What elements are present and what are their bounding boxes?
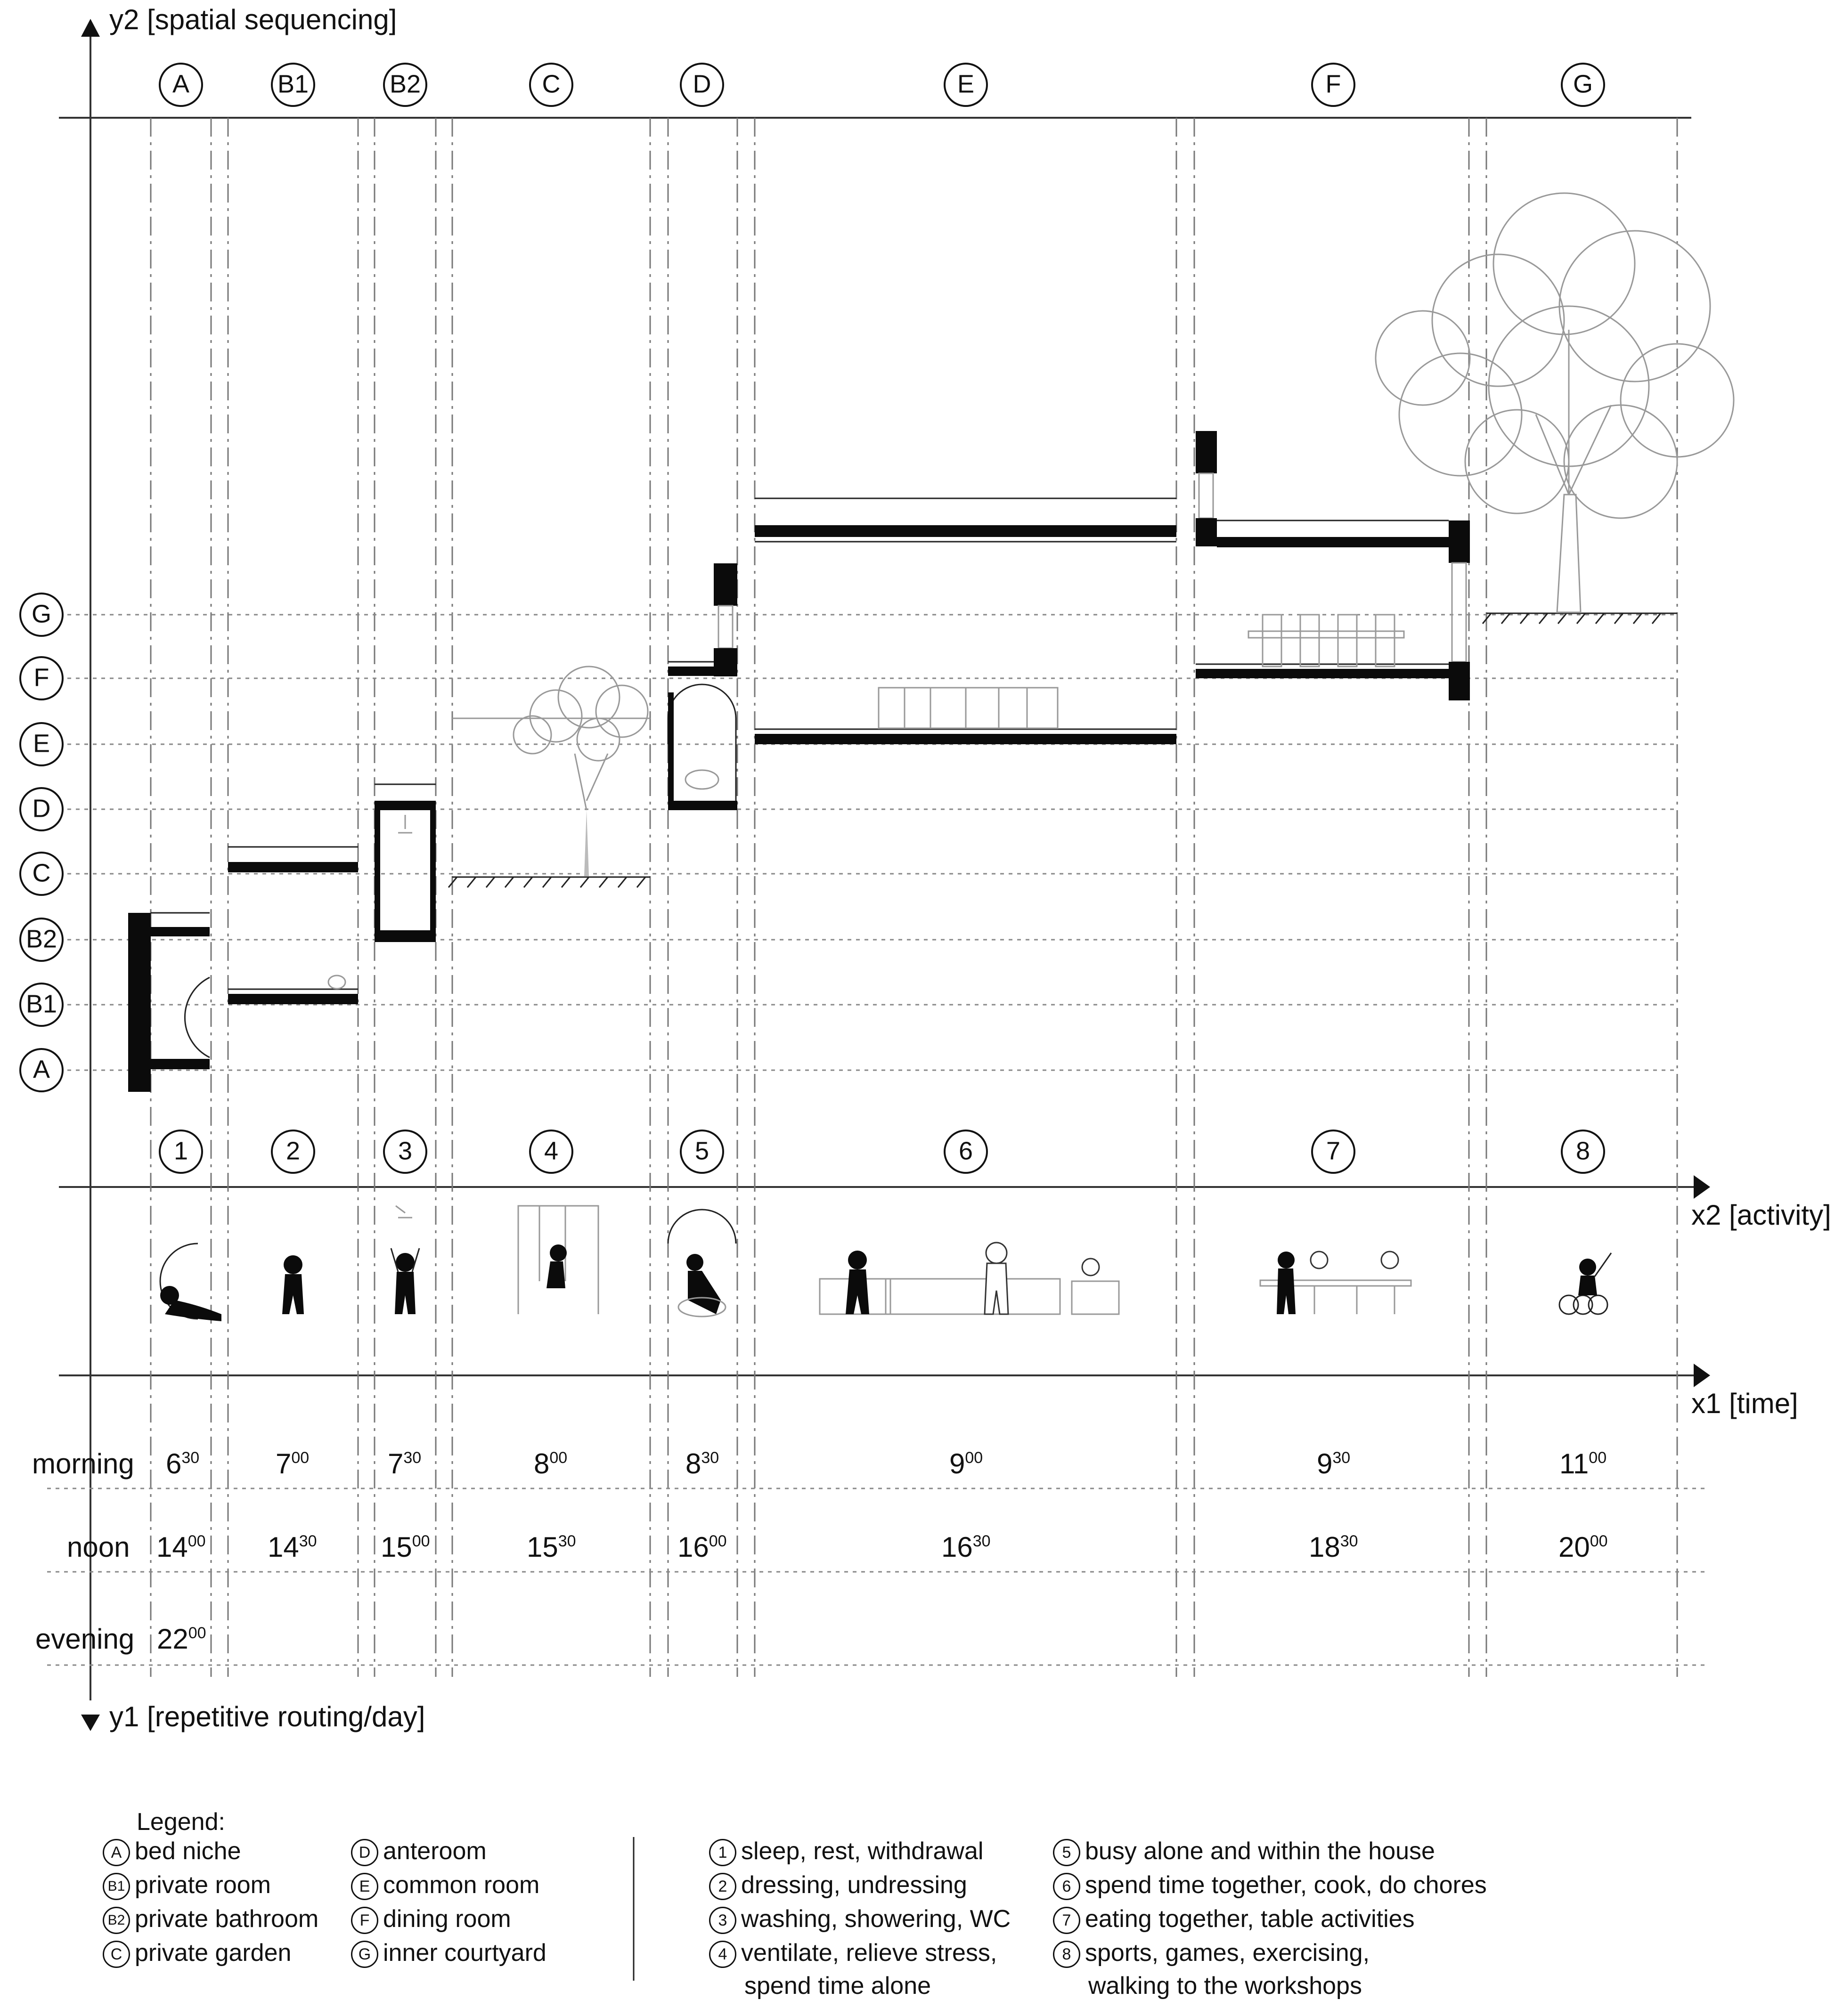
svg-text:G: G [31, 600, 52, 628]
activity-marker-7 [1312, 1130, 1354, 1173]
legend-activity-item: 6 spend time together, cook, do chores [1053, 1871, 1487, 1900]
svg-text:E: E [957, 70, 975, 98]
activity-marker-1 [160, 1130, 202, 1173]
svg-text:8: 8 [1575, 1137, 1590, 1165]
svg-text:noon: noon [67, 1531, 130, 1563]
section-inner-courtyard [1376, 193, 1734, 624]
legend-title: Legend: [137, 1808, 225, 1836]
space-marker-B2 [384, 64, 426, 106]
legend-activity-item: 3 washing, showering, WC [709, 1905, 1011, 1934]
time-value: $14^{30}$ [268, 1531, 317, 1563]
sleeping-person-icon [160, 1244, 221, 1321]
svg-text:D: D [32, 794, 51, 823]
time-value: $9^{00}$ [949, 1448, 983, 1479]
swing-icon [518, 1206, 598, 1314]
svg-text:A: A [33, 1055, 50, 1084]
legend-activity-item: 7 eating together, table activities [1053, 1905, 1415, 1934]
x1-axis-label: x1 [time] [1691, 1388, 1798, 1419]
time-value: $9^{30}$ [1317, 1448, 1351, 1479]
activity-marker-8 [1562, 1130, 1604, 1173]
legend-activity-item-cont: spend time alone [744, 1972, 931, 2000]
svg-text:morning: morning [32, 1448, 134, 1479]
time-value: $8^{30}$ [685, 1448, 719, 1479]
svg-text:7: 7 [1326, 1137, 1341, 1165]
seated-person-icon [668, 1210, 736, 1317]
level-labels [20, 593, 63, 1091]
section-dining-room [1196, 431, 1470, 700]
svg-text:B1: B1 [277, 70, 309, 98]
activity-marker-4 [530, 1130, 572, 1173]
space-marker-G [1562, 64, 1604, 106]
svg-text:3: 3 [398, 1137, 413, 1165]
space-marker-D [681, 64, 723, 106]
level-B2 [20, 919, 63, 961]
legend-space-item: B2 private bathroom [103, 1905, 318, 1934]
wheelchair-person-icon [1559, 1253, 1611, 1314]
svg-text:F: F [33, 663, 49, 692]
kitchen-people-icon [820, 1243, 1119, 1314]
legend-activity-item: 8 sports, games, exercising, [1053, 1939, 1370, 1968]
section-bathroom [375, 784, 436, 942]
svg-text:B1: B1 [25, 990, 57, 1018]
level-F [20, 657, 63, 699]
svg-text:6: 6 [958, 1137, 973, 1165]
time-row-noon [67, 1531, 1608, 1563]
dining-people-icon [1260, 1252, 1411, 1314]
svg-text:evening: evening [35, 1623, 135, 1655]
activity-marker-2 [272, 1130, 314, 1173]
x1-axis [59, 1364, 1710, 1387]
legend-activity-item: 5 busy alone and within the house [1053, 1837, 1435, 1866]
legend-space-item: E common room [351, 1871, 539, 1900]
legend-activity-item: 2 dressing, undressing [709, 1871, 967, 1900]
time-value: $15^{00}$ [381, 1531, 430, 1563]
tree-small-icon [514, 667, 648, 810]
time-value: $15^{30}$ [527, 1531, 576, 1563]
time-value: $11^{00}$ [1559, 1448, 1607, 1479]
time-value: $7^{30}$ [388, 1448, 422, 1479]
activity-marker-3 [384, 1130, 426, 1173]
svg-text:2: 2 [285, 1137, 301, 1165]
svg-text:C: C [542, 70, 561, 98]
time-value: $14^{00}$ [156, 1531, 206, 1563]
svg-text:C: C [32, 859, 51, 887]
dining-table-icon [1248, 615, 1404, 667]
x2-axis-label: x2 [activity] [1691, 1199, 1831, 1231]
svg-text:1: 1 [173, 1137, 188, 1165]
svg-text:B2: B2 [25, 925, 57, 953]
space-marker-B1 [272, 64, 314, 106]
section-common-room [755, 498, 1176, 744]
legend-space-item: C private garden [103, 1939, 291, 1968]
legend-activity-item-cont: walking to the workshops [1088, 1972, 1362, 2000]
legend-space-item: B1 private room [103, 1871, 271, 1900]
activity-icons [160, 1206, 1611, 1321]
legend-space-item: D anteroom [351, 1837, 487, 1866]
svg-text:D: D [693, 70, 711, 98]
svg-text:F: F [1325, 70, 1341, 98]
y2-axis-label: y2 [spatial sequencing] [109, 4, 397, 35]
level-C [20, 853, 63, 895]
activity-header-row [160, 1130, 1604, 1173]
time-grid [47, 1488, 1705, 1665]
svg-text:A: A [172, 70, 190, 98]
level-G [20, 593, 63, 636]
space-marker-C [530, 64, 572, 106]
level-A [20, 1049, 63, 1091]
level-D [20, 788, 63, 830]
time-value: $7^{00}$ [276, 1448, 310, 1479]
time-value: $22^{00}$ [157, 1623, 206, 1655]
svg-text:B2: B2 [389, 70, 421, 98]
time-value: $16^{00}$ [677, 1531, 727, 1563]
svg-text:G: G [1573, 70, 1593, 98]
legend-space-item: G inner courtyard [351, 1939, 546, 1968]
kitchen-icon [879, 688, 1058, 728]
section-private-garden [449, 667, 650, 887]
time-value: $18^{30}$ [1309, 1531, 1358, 1563]
activity-marker-5 [681, 1130, 723, 1173]
legend-activity-item: 1 sleep, rest, withdrawal [709, 1837, 983, 1866]
svg-text:5: 5 [694, 1137, 710, 1165]
space-marker-E [945, 64, 987, 106]
tree-large-icon [1376, 193, 1734, 612]
legend-space-item: A bed niche [103, 1837, 241, 1866]
activity-marker-6 [945, 1130, 987, 1173]
legend-space-item: F dining room [351, 1905, 511, 1934]
section-private-room [228, 847, 358, 1004]
legend-activity-item: 4 ventilate, relieve stress, [709, 1939, 997, 1968]
section-anteroom [668, 563, 737, 810]
svg-text:4: 4 [544, 1137, 559, 1165]
y1-axis-label: y1 [repetitive routing/day] [109, 1701, 425, 1732]
time-row-morning [32, 1448, 1607, 1479]
space-header-row [160, 64, 1604, 106]
svg-text:E: E [33, 729, 50, 758]
time-value: $8^{00}$ [534, 1448, 568, 1479]
time-value: $16^{30}$ [941, 1531, 991, 1563]
time-row-evening [35, 1623, 206, 1655]
level-E [20, 723, 63, 765]
standing-person-icon [282, 1255, 304, 1314]
showering-person-icon [391, 1206, 419, 1314]
space-marker-A [160, 64, 202, 106]
x2-axis [59, 1175, 1710, 1199]
space-marker-F [1312, 64, 1354, 106]
time-value: $6^{30}$ [166, 1448, 200, 1479]
level-B1 [20, 984, 63, 1026]
time-value: $20^{00}$ [1558, 1531, 1608, 1563]
